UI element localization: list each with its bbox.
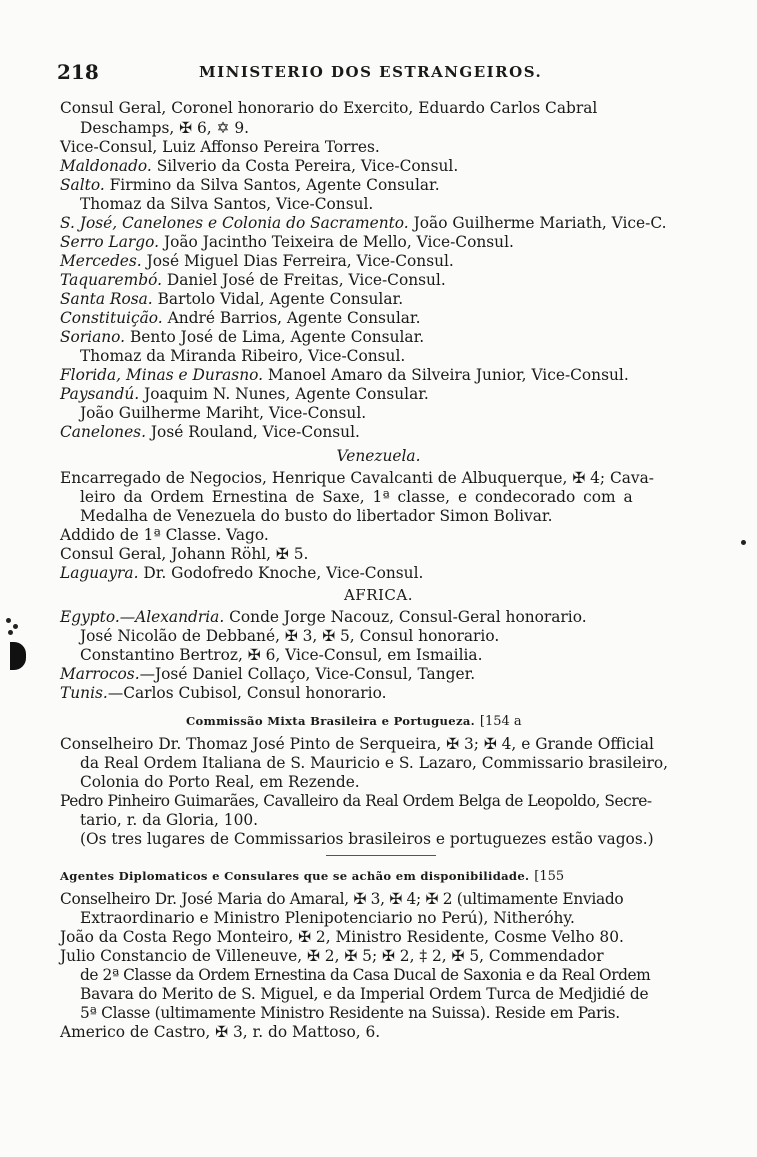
place-name: Santa Rosa. (60, 290, 153, 308)
entry-text: Dr. Godofredo Knoche, Vice-Consul. (143, 564, 424, 582)
entry-text: Firmino da Silva Santos, Agente Consular. (109, 176, 440, 194)
text-line: Addido de 1ª Classe. Vago. (60, 526, 269, 544)
text-line: Thomaz da Miranda Ribeiro, Vice-Consul. (80, 347, 406, 365)
place-name: Soriano. (60, 328, 126, 346)
place-name: Laguayra. (60, 564, 139, 582)
entry-text: João Guilherme Mariath, Vice-C. (413, 214, 667, 232)
place-name: Maldonado. (60, 157, 152, 175)
text-line: Pedro Pinheiro Guimarães, Cavalleiro da Real Ordem Belga de Leopoldo, Secre- (60, 792, 652, 810)
section-heading-venezuela: Venezuela. (336, 447, 421, 465)
text-line (60, 232, 514, 252)
entry-text: Silverio da Costa Pereira, Vice-Consul. (156, 157, 459, 175)
scan-speck (741, 540, 746, 545)
place-name: Canelones. (60, 423, 146, 441)
text-line (60, 365, 629, 385)
text-line: leiro da Ordem Ernestina de Saxe, 1ª classe, e condecorado com a (80, 488, 633, 506)
text-line (60, 213, 666, 233)
index-ref: [154 a (479, 714, 522, 729)
text-line (60, 156, 458, 176)
text-line: Bavara do Merito de S. Miguel, e da Imperial Ordem Turca de Medjidié de (80, 985, 649, 1003)
entry-text: José Rouland, Vice-Consul. (150, 423, 360, 441)
text-line: de 2ª Classe da Ordem Ernestina da Casa Ducal de Saxonia e da Real Ordem (80, 966, 651, 984)
text-line: Julio Constancio de Villeneuve, ✠ 2, ✠ 5; ✠ 2, ‡ 2, ✠ 5, Commendador (60, 947, 604, 965)
text-line (60, 422, 360, 442)
text-line: João da Costa Rego Monteiro, ✠ 2, Ministro Residente, Cosme Velho 80. (60, 928, 624, 946)
place-name: Egypto.—Alexandria. (60, 608, 225, 626)
text-line: da Real Ordem Italiana de S. Mauricio e S. Lazaro, Commissario brasileiro, (80, 754, 669, 772)
running-title: MINISTERIO DOS ESTRANGEIROS. (199, 63, 543, 81)
index-ref: [155 (534, 869, 565, 884)
text-line: Consul Geral, Coronel honorario do Exercito, Eduardo Carlos Cabral (60, 99, 598, 117)
scan-artifact (4, 618, 32, 678)
text-line: Colonia do Porto Real, em Rezende. (80, 773, 360, 791)
text-line (60, 327, 424, 347)
entry-text: Manoel Amaro da Silveira Junior, Vice-Consul. (267, 366, 629, 384)
text-line: João Guilherme Mariht, Vice-Consul. (80, 404, 367, 422)
text-line: José Nicolão de Debbané, ✠ 3, ✠ 5, Consul honorario. (80, 627, 500, 645)
text-line: (Os tres lugares de Commissarios brasileiros e portuguezes estão vagos.) (80, 830, 654, 848)
text-line: Vice-Consul, Luiz Affonso Pereira Torres. (60, 138, 380, 156)
text-line: tario, r. da Gloria, 100. (80, 811, 259, 829)
entry-text: —Carlos Cubisol, Consul honorario. (107, 684, 387, 702)
text-line: Consul Geral, Johann Röhl, ✠ 5. (60, 545, 309, 563)
entry-text: Bento José de Lima, Agente Consular. (129, 328, 425, 346)
text-line: Thomaz da Silva Santos, Vice-Consul. (80, 195, 374, 213)
scan-speck (13, 624, 18, 629)
text-line (60, 308, 420, 328)
heading-text: Agentes Diplomaticos e Consulares que se achão em disponibilidade. (60, 869, 530, 883)
text-line (60, 175, 440, 195)
entry-text: Conde Jorge Nacouz, Consul-Geral honorario. (229, 608, 587, 626)
entry-text: —José Daniel Collaço, Vice-Consul, Tanger. (139, 665, 476, 683)
text-line: Deschamps, ✠ 6, ✡ 9. (80, 119, 250, 137)
place-name: Tunis. (60, 684, 108, 702)
place-name: Mercedes. (60, 252, 142, 270)
place-name: Florida, Minas e Durasno. (60, 366, 264, 384)
text-line (60, 270, 446, 290)
scan-speck (6, 618, 11, 623)
text-line (60, 289, 403, 309)
divider-rule (326, 855, 436, 856)
entry-text: Daniel José de Freitas, Vice-Consul. (166, 271, 446, 289)
section-heading-africa: AFRICA. (343, 586, 414, 604)
text-line: Constantino Bertroz, ✠ 6, Vice-Consul, em Ismailia. (80, 646, 483, 664)
entry-text: Joaquim N. Nunes, Agente Consular. (144, 385, 429, 403)
text-line: 5ª Classe (ultimamente Ministro Residente na Suissa). Reside em Paris. (80, 1004, 620, 1022)
text-line (60, 251, 454, 271)
text-line: Medalha de Venezuela do busto do libertador Simon Bolivar. (80, 507, 553, 525)
text-line: Encarregado de Negocios, Henrique Cavalcanti de Albuquerque, ✠ 4; Cava- (60, 469, 654, 487)
text-line: Extraordinario e Ministro Plenipotenciario no Perú), Nitheróhy. (80, 909, 575, 927)
text-line: Conselheiro Dr. Thomaz José Pinto de Serqueira, ✠ 3; ✠ 4, e Grande Official (60, 735, 654, 753)
place-name: Paysandú. (60, 385, 140, 403)
entry-text: Bartolo Vidal, Agente Consular. (157, 290, 404, 308)
text-line: Conselheiro Dr. José Maria do Amaral, ✠ 3, ✠ 4; ✠ 2 (ultimamente Enviado (60, 890, 624, 908)
text-line (60, 563, 423, 583)
section-heading-commissao (186, 710, 522, 732)
heading-text: Commissão Mixta Brasileira e Portugueza. (186, 714, 475, 728)
text-line (60, 384, 429, 404)
page-header (57, 60, 697, 84)
entry-text: André Barrios, Agente Consular. (167, 309, 421, 327)
text-line (60, 607, 587, 627)
page-number: 218 (57, 60, 99, 84)
place-name: Serro Largo. (60, 233, 160, 251)
scan-blot (10, 642, 26, 670)
place-name: S. José, Canelones e Colonia do Sacramento. (60, 214, 409, 232)
scan-speck (8, 630, 13, 635)
section-heading-disponibilidade (60, 865, 564, 887)
entry-text: José Miguel Dias Ferreira, Vice-Consul. (146, 252, 454, 270)
place-name: Constituição. (60, 309, 163, 327)
entry-text: João Jacintho Teixeira de Mello, Vice-Consul. (163, 233, 514, 251)
place-name: Taquarembó. (60, 271, 162, 289)
text-line: Americo de Castro, ✠ 3, r. do Mattoso, 6. (60, 1023, 381, 1041)
place-name: Marrocos. (60, 665, 140, 683)
text-line (60, 664, 475, 684)
place-name: Salto. (60, 176, 105, 194)
text-line (60, 683, 386, 703)
